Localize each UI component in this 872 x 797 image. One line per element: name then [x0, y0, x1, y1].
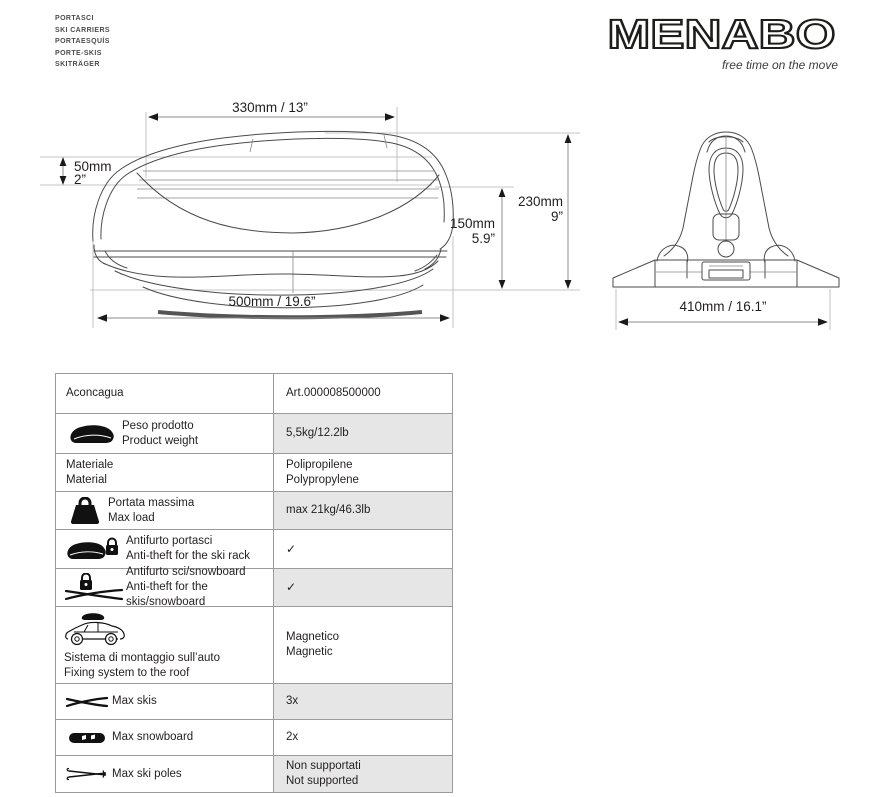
max-load-weight-icon: [62, 497, 108, 524]
label-cell: [56, 492, 274, 529]
spec-label: Max skis: [112, 695, 157, 707]
spec-value: 3x: [286, 695, 299, 707]
value-cell: [274, 607, 452, 683]
value-cell: [274, 569, 452, 606]
product-type-fr: PORTE-SKIS: [55, 49, 102, 57]
label-cell: [56, 720, 274, 755]
spec-label-en: Anti-theft for the ski rack: [126, 550, 250, 562]
label-cell: [56, 756, 274, 792]
skis-lock-icon: [62, 573, 126, 602]
table-row-max-skis: [56, 683, 452, 719]
snowboard-icon: [62, 732, 112, 744]
dim-lid-height-mm: 50mm: [74, 159, 112, 174]
dim-body-height-mm: 150mm: [449, 216, 495, 231]
spec-label-it: Sistema di montaggio sull’auto: [64, 651, 220, 664]
menabo-logo-icon: [605, 12, 838, 56]
value-cell: [274, 684, 452, 719]
label-cell: [56, 566, 274, 608]
checkmark: ✓: [286, 541, 297, 556]
crossed-skis-icon: [62, 695, 112, 709]
product-type-en: SKI CARRIERS: [55, 26, 110, 34]
product-type-list: [55, 13, 110, 71]
roof-box-icon: [62, 423, 122, 445]
brand-logo: [605, 12, 838, 72]
spec-label-it: Antifurto sci/snowboard: [126, 566, 246, 578]
table-row-antitheft-rack: [56, 529, 452, 568]
spec-label-it: Portata massima: [108, 496, 195, 509]
label-cell: [56, 454, 274, 491]
dim-total-height-in: 9”: [550, 209, 563, 224]
label-cell: [56, 684, 274, 719]
roof-box-lock-icon: [62, 536, 126, 563]
value-cell: [274, 374, 452, 413]
value-cell: [274, 720, 452, 755]
spec-value-it: Polipropilene: [286, 458, 353, 471]
label-cell: [56, 374, 274, 413]
spec-label-en: Max load: [108, 511, 155, 524]
spec-label-it: Peso prodotto: [122, 419, 194, 432]
ski-box-side-view-drawing: [93, 131, 454, 317]
spec-value: 2x: [286, 731, 299, 743]
table-row-fixing-system: [56, 606, 452, 683]
value-cell: [274, 756, 452, 792]
dim-box-length: 500mm / 19.6”: [228, 294, 316, 309]
product-name: Aconcagua: [66, 387, 124, 399]
dim-total-height-mm: 230mm: [517, 194, 563, 209]
dim-body-height-in: 5.9”: [471, 231, 495, 246]
label-cell: [56, 607, 274, 683]
spec-value-en: Polypropylene: [286, 473, 359, 486]
label-cell: [56, 414, 274, 453]
dim-box-top-width: 330mm / 13”: [232, 100, 308, 115]
value-cell: [274, 492, 452, 529]
table-row-product-weight: [56, 413, 452, 453]
value-cell: [274, 414, 452, 453]
table-row-product-name: [56, 374, 452, 413]
table-row-antitheft-skis: [56, 568, 452, 606]
value-cell: [274, 454, 452, 491]
spec-table: [55, 373, 453, 793]
spec-label: Max snowboard: [112, 731, 194, 743]
spec-value-en: Magnetic: [286, 646, 333, 658]
label-cell: [56, 530, 274, 568]
table-row-max-load: [56, 491, 452, 529]
spec-label-en: Anti-theft for the skis/snowboard: [126, 581, 208, 608]
ski-poles-icon: [62, 766, 112, 782]
brand-tagline: free time on the move: [721, 58, 838, 72]
spec-value-it: Magnetico: [286, 631, 340, 643]
car-roof-box-icon: [64, 610, 126, 648]
spec-label-en: Product weight: [122, 434, 199, 447]
dim-bracket-width: 410mm / 16.1”: [679, 299, 767, 314]
dim-lid-height-in: 2”: [74, 172, 87, 187]
product-type-es: PORTAESQUÍS: [55, 38, 110, 45]
spec-value: 5,5kg/12.2lb: [286, 427, 349, 439]
table-row-material: [56, 453, 452, 491]
product-type-de: SKITRÄGER: [55, 61, 100, 68]
value-cell: [274, 530, 452, 568]
mount-bracket-drawing: [613, 132, 839, 287]
table-row-max-ski-poles: [56, 755, 452, 792]
spec-value-it: Non supportati: [286, 760, 361, 772]
table-row-max-snowboard: [56, 719, 452, 755]
spec-label-en: Fixing system to the roof: [64, 666, 190, 679]
spec-label-it: Antifurto portasci: [126, 535, 213, 547]
spec-label-it: Materiale: [66, 458, 114, 471]
spec-value-en: Not supported: [286, 775, 359, 787]
checkmark: ✓: [286, 580, 297, 594]
brand-name: MENABO: [607, 12, 836, 56]
technical-drawing: [40, 90, 850, 340]
spec-label-en: Material: [66, 473, 107, 486]
spec-label: Max ski poles: [112, 767, 182, 780]
spec-value: max 21kg/46.3lb: [286, 504, 371, 516]
product-type-it: PORTASCI: [55, 15, 94, 22]
article-number: Art.000008500000: [286, 387, 381, 399]
